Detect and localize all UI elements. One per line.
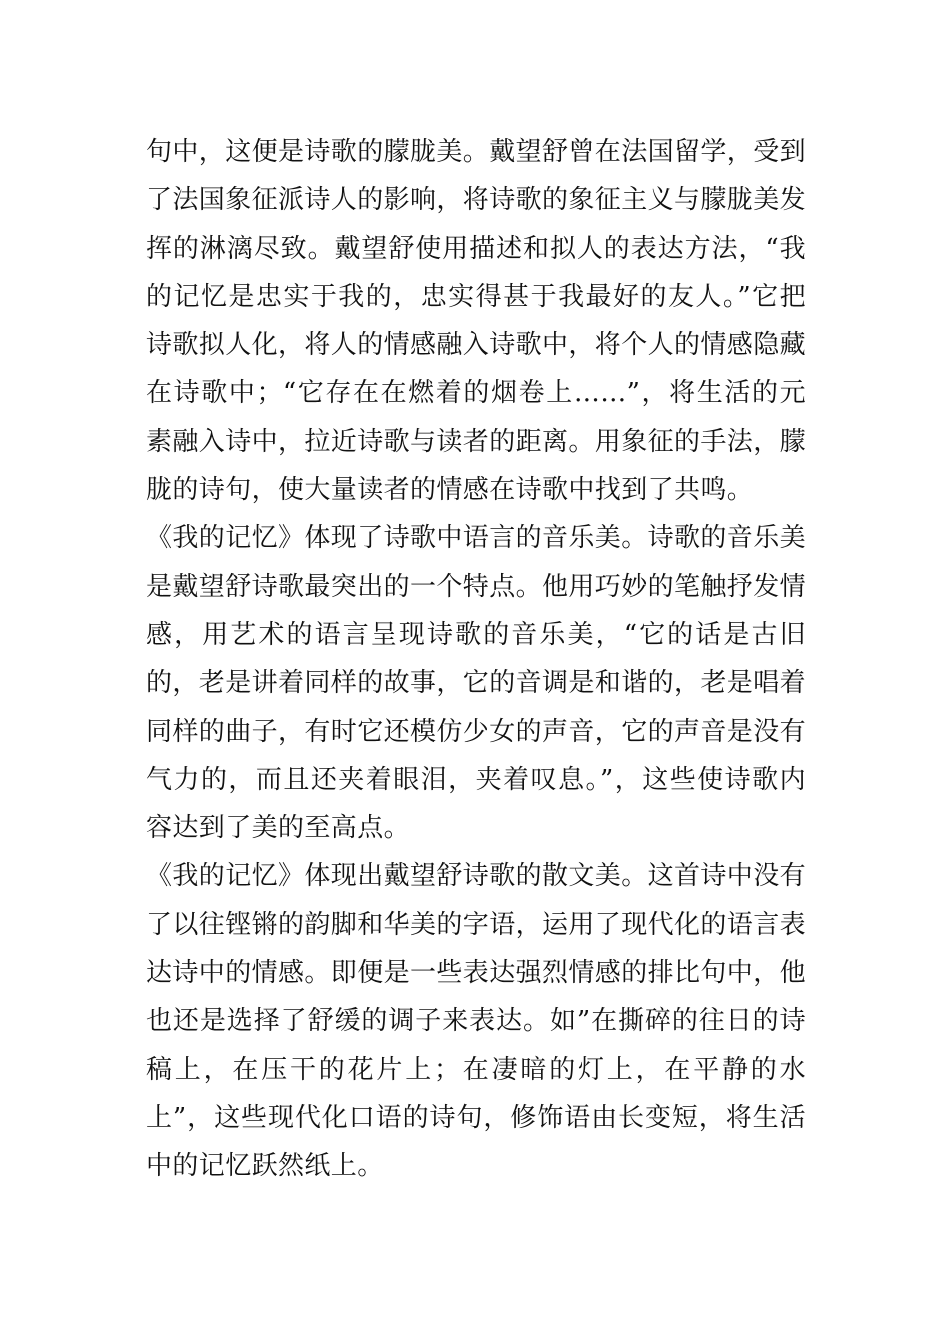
paragraph-music-beauty: 《我的记忆》体现了诗歌中语言的音乐美。诗歌的音乐美是戴望舒诗歌最突出的一个特点。他用巧妙的笔触抒发情感，用艺术的语言呈现诗歌的音乐美，“它的话是古旧的，老是讲着同样的故事，它的音调是和谐的，老是唱着同样的曲子，有时它还模仿少女的声音，它的声音是没有气力的，而且还夹着眼泪，夹着叹息。”，这些使诗歌内容达到了美的至高点。 (146, 523, 807, 844)
paragraph-continuation: 句中，这便是诗歌的朦胧美。戴望舒曾在法国留学，受到了法国象征派诗人的影响，将诗歌的象征主义与朦胧美发挥的淋漓尽致。戴望舒使用描述和拟人的表达方法，“我的记忆是忠实于我的，忠实得甚于我最好的友人。”它把诗歌拟人化，将人的情感融入诗歌中，将个人的情感隐藏在诗歌中；“它存在在燃着的烟卷上……”，将生活的元素融入诗中，拉近诗歌与读者的距离。用象征的手法，朦胧的诗句，使大量读者的情感在诗歌中找到了共鸣。 (146, 137, 807, 506)
document-body (146, 128, 806, 1191)
paragraph-prose-beauty: 《我的记忆》体现出戴望舒诗歌的散文美。这首诗中没有了以往铿锵的韵脚和华美的字语，运用了现代化的语言表达诗中的情感。即便是一些表达强烈情感的排比句中，他也还是选择了舒缓的调子来表达。如”在撕碎的往日的诗稿上，在压干的花片上；在凄暗的灯上，在平静的水上”，这些现代化口语的诗句，修饰语由长变短，将生活中的记忆跃然纸上。 (146, 861, 807, 1182)
